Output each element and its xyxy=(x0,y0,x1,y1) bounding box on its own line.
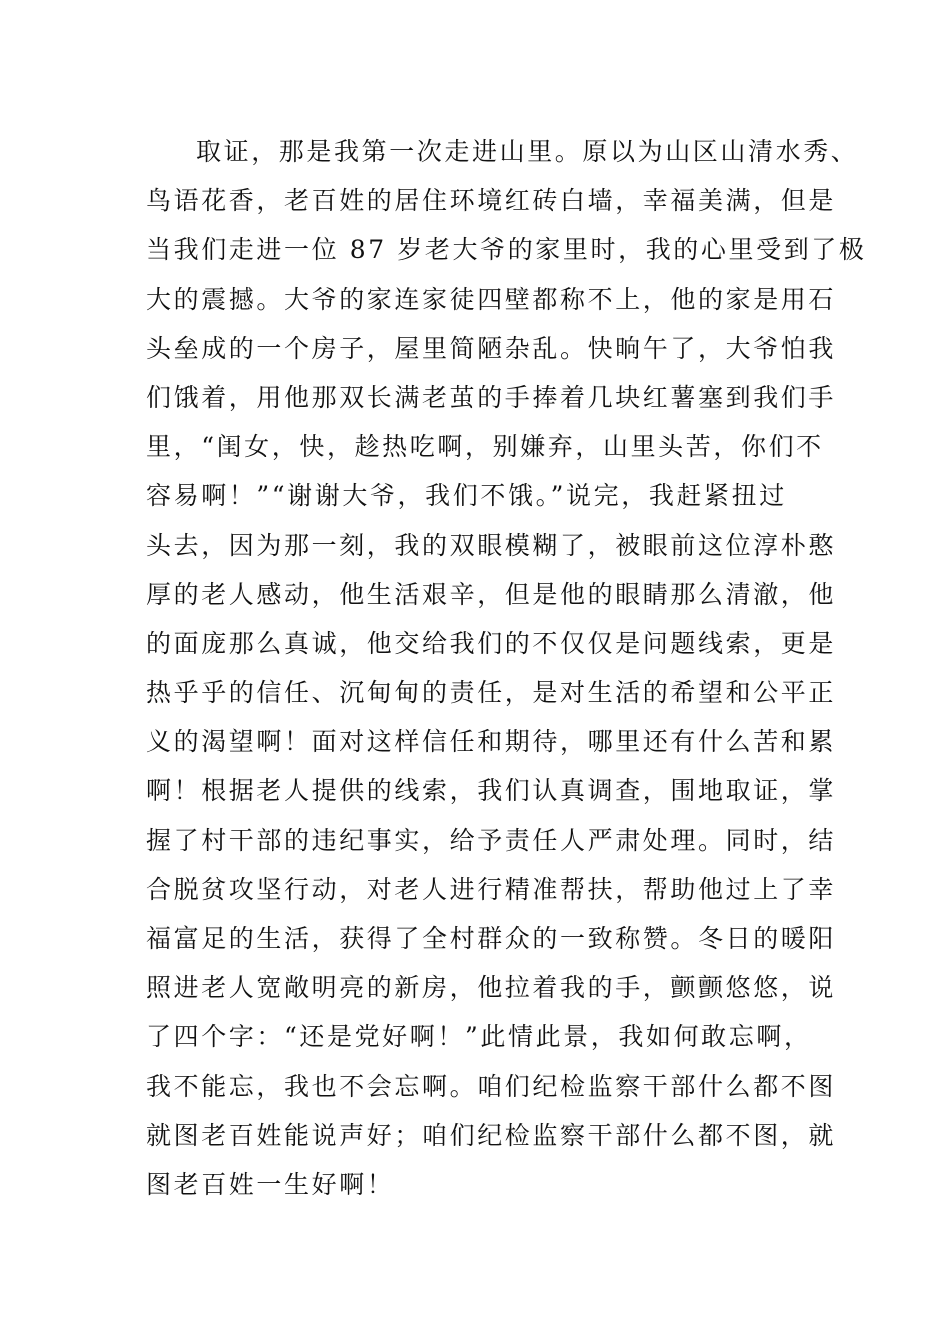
text-line: 当我们走进一位 87 岁老大爷的家里时，我的心里受到了极 xyxy=(146,235,867,265)
text-line: 热乎乎的信任、沉甸甸的责任，是对生活的希望和公平正 xyxy=(146,678,837,708)
text-line: 大的震撼。大爷的家连家徒四壁都称不上，他的家是用石 xyxy=(146,284,837,314)
text-line: 我不能忘，我也不会忘啊。咱们纪检监察干部什么都不图 xyxy=(146,1071,837,1101)
text-line: 合脱贫攻坚行动，对老人进行精准帮扶，帮助他过上了幸 xyxy=(146,874,837,904)
text-line: 照进老人宽敞明亮的新房，他拉着我的手，颤颤悠悠，说 xyxy=(146,973,837,1003)
text-line: 福富足的生活，获得了全村群众的一致称赞。冬日的暖阳 xyxy=(146,924,837,953)
text-line: 啊！根据老人提供的线索，我们认真调查，围地取证，掌 xyxy=(146,776,837,806)
text-line: 就图老百姓能说声好；咱们纪检监察干部什么都不图，就 xyxy=(146,1120,837,1150)
text-line: 里，“闺女，快，趁热吃啊，别嫌弃，山里头苦，你们不 xyxy=(146,432,824,462)
text-line: 图老百姓一生好啊！ xyxy=(146,1169,395,1199)
text-line: 义的渴望啊！面对这样信任和期待，哪里还有什么苦和累 xyxy=(146,727,837,757)
text-line: 了四个字：“还是党好啊！”此情此景，我如何敢忘啊， xyxy=(146,1022,812,1052)
text-line: 容易啊！”“谢谢大爷，我们不饿。”说完，我赶紧扭过 xyxy=(146,481,787,511)
text-line: 厚的老人感动，他生活艰辛，但是他的眼睛那么清澈，他 xyxy=(146,579,837,609)
text-line: 取证，那是我第一次走进山里。原以为山区山清水秀、 xyxy=(196,137,859,166)
body-paragraph xyxy=(146,127,867,1209)
text-line: 鸟语花香，老百姓的居住环境红砖白墙，幸福美满，但是 xyxy=(146,186,837,216)
text-line: 的面庞那么真诚，他交给我们的不仅仅是问题线索，更是 xyxy=(146,628,837,658)
text-line: 头垒成的一个房子，屋里简陋杂乱。快晌午了，大爷怕我 xyxy=(146,333,837,363)
text-line: 头去，因为那一刻，我的双眼模糊了，被眼前这位淳朴憨 xyxy=(146,530,837,560)
text-line: 握了村干部的违纪事实，给予责任人严肃处理。同时，结 xyxy=(146,825,837,855)
text-line: 们饿着，用他那双长满老茧的手捧着几块红薯塞到我们手 xyxy=(146,382,837,412)
